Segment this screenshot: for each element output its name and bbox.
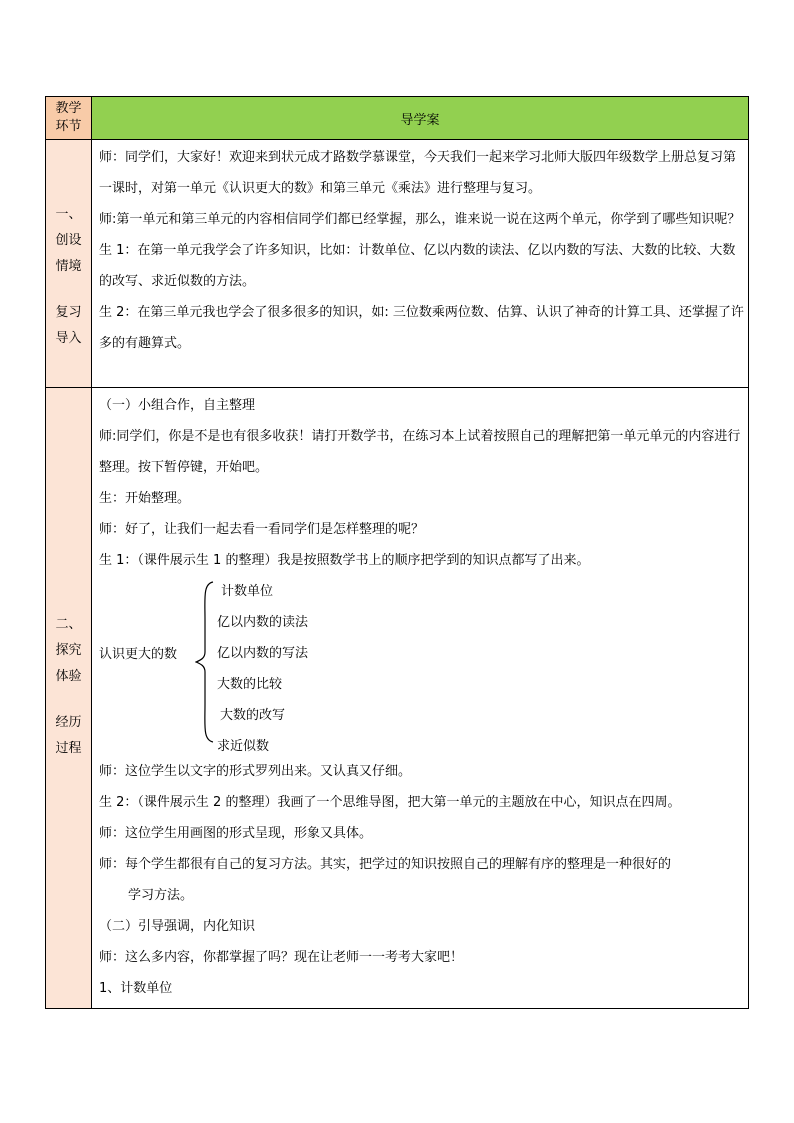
paragraph: 师:第一单元和第三单元的内容相信同学们都已经掌握，那么，谁来说一说在这两个单元，你学到了哪些知识呢？ <box>99 212 741 227</box>
paragraph: 师：每个学生都很有自己的复习方法。其实，把学过的知识按照自己的理解有序的整理是一种很好的 <box>99 857 672 872</box>
paragraph: 生 1：（课件展示生 1 的整理）我是按照数学书上的顺序把学到的知识点都写了出来。 <box>99 553 590 568</box>
paragraph: 师：这位学生以文字的形式罗列出来。又认真又仔细。 <box>99 764 412 779</box>
stage-line: 一、 <box>55 207 82 222</box>
brace-icon <box>195 580 215 744</box>
paragraph: 师：这位学生用画图的形式呈现，形象又具体。 <box>99 826 373 841</box>
section2-content-cell <box>92 388 749 1009</box>
section-row-1 <box>46 140 749 388</box>
paragraph: 生 2：（课件展示生 2 的整理）我画了一个思维导图，把大第一单元的主题放在中心，知识点在四周。 <box>99 795 681 810</box>
paragraph-continuation: 学习方法。 <box>128 888 194 903</box>
subheading: （二）引导强调，内化知识 <box>99 919 256 934</box>
paragraph: 师：好了，让我们一起去看一看同学们是怎样整理的呢？ <box>99 522 425 537</box>
paragraph: 师：这么多内容，你都掌握了吗？现在让老师一一考考大家吧！ <box>99 950 464 965</box>
section2-stage-cell <box>46 388 92 1009</box>
lesson-plan-table <box>45 96 749 1009</box>
paragraph: 生 1：在第一单元我学会了许多知识，比如：计数单位、亿以内数的读法、亿以内数的写法、大数的比较、大数的改写、求近似数的方法。 <box>99 243 736 289</box>
paragraph: 生：开始整理。 <box>99 491 191 506</box>
stage-line: 二、 <box>55 617 82 632</box>
paragraph: 师:同学们，你是不是也有很多收获！请打开数学书，在练习本上试着按照自己的理解把第一单元单元的内容进行整理。按下暂停键，开始吧。 <box>99 429 741 475</box>
list-item: 1、计数单位 <box>99 981 173 996</box>
stage-line: 经历 <box>55 715 82 730</box>
stage-line: 过程 <box>55 741 82 756</box>
outline-item: 求近似数 <box>217 739 270 754</box>
stage-line: 复习 <box>55 305 82 320</box>
stage-line: 体验 <box>55 669 82 684</box>
lesson-plan-document <box>45 96 749 1009</box>
outline-item: 大数的改写 <box>220 708 286 723</box>
subheading: （一）小组合作，自主整理 <box>99 398 256 413</box>
stage-line: 探究 <box>55 643 82 658</box>
paragraph: 生 2：在第三单元我也学会了很多很多的知识，如: 三位数乘两位数、估算、认识了神奇的计算工具、还掌握了许多的有趣算式。 <box>99 305 744 351</box>
paragraph: 师：同学们，大家好！欢迎来到状元成才路数学慕课堂，今天我们一起来学习北师大版四年级数学上册总复习第一课时，对第一单元《认识更大的数》和第三单元《乘法》进行整理与复习。 <box>99 150 737 196</box>
stage-line: 情境 <box>55 259 82 274</box>
header-stage-line: 环节 <box>55 119 82 134</box>
outline-item: 亿以内数的写法 <box>217 646 309 661</box>
stage-spacer <box>46 280 91 300</box>
table-header-row <box>46 97 749 140</box>
header-stage-cell <box>46 97 92 140</box>
stage-spacer <box>46 690 91 710</box>
header-stage-line: 教学 <box>55 101 82 116</box>
outline-item: 大数的比较 <box>217 677 283 692</box>
outline-root: 认识更大的数 <box>99 647 178 662</box>
stage-line: 导入 <box>55 331 82 346</box>
section1-stage-cell <box>46 140 92 388</box>
header-title-cell: 导学案 <box>92 97 749 140</box>
section-row-2 <box>46 388 749 1009</box>
stage-line: 创设 <box>55 233 82 248</box>
section1-content-cell <box>92 140 749 388</box>
outline-item: 计数单位 <box>221 584 274 599</box>
outline-item: 亿以内数的读法 <box>217 615 309 630</box>
knowledge-outline <box>99 576 744 756</box>
